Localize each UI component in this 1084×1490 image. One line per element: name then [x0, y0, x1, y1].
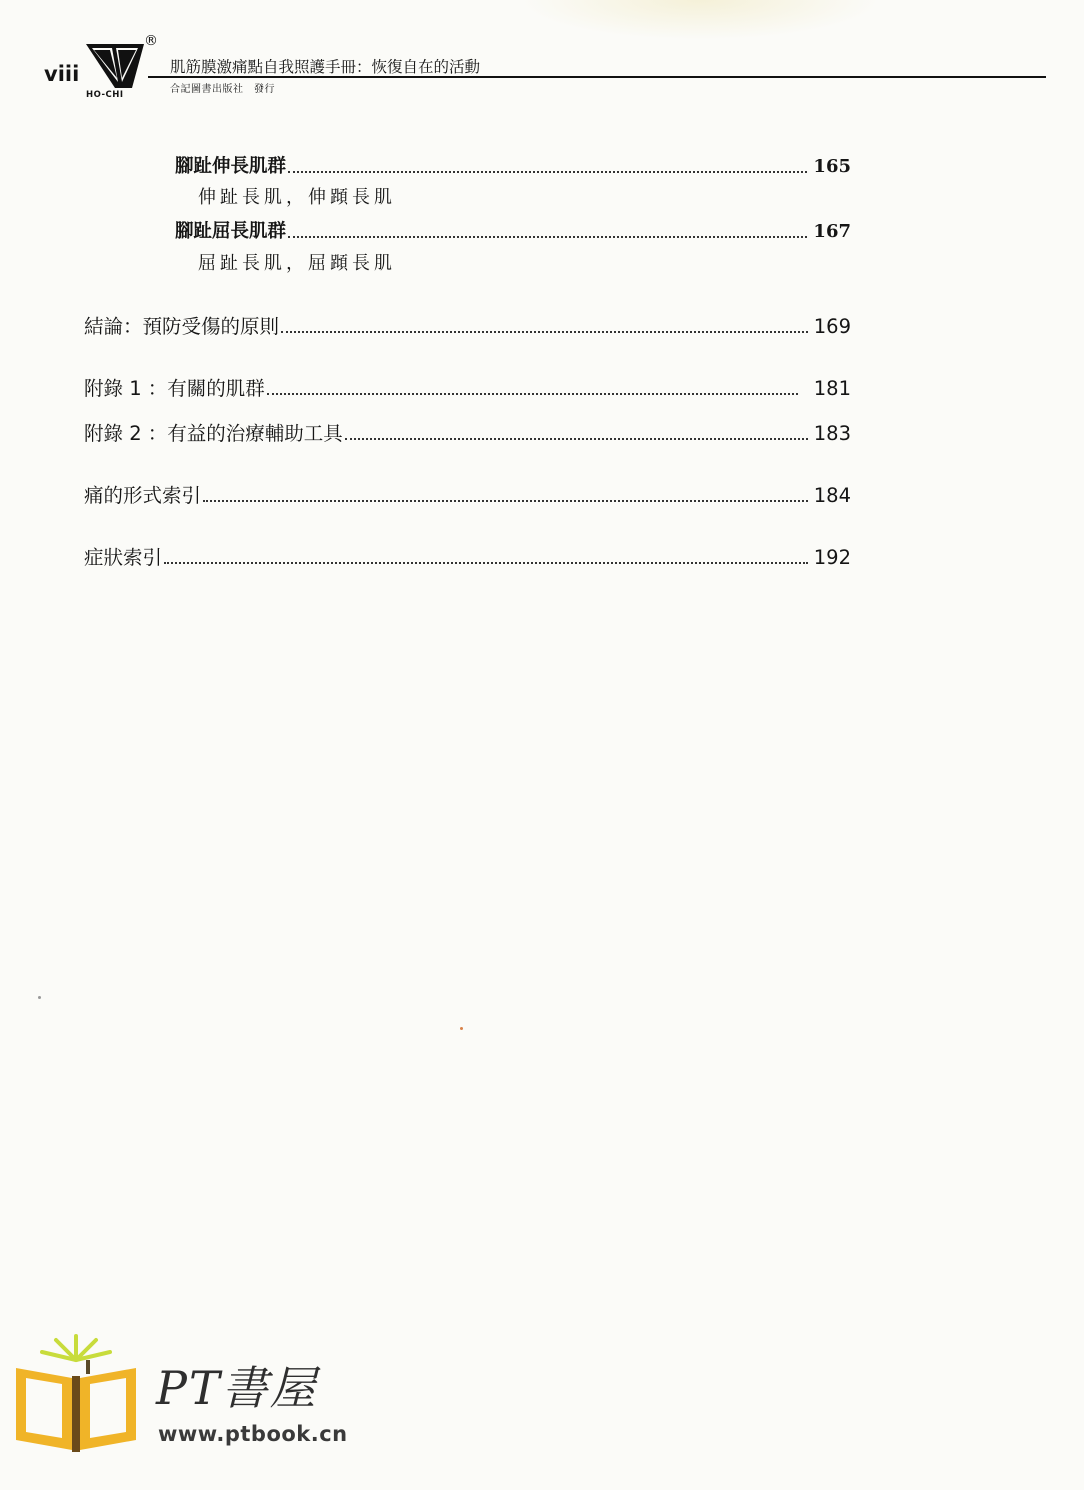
toc-entry-page: 184	[813, 484, 851, 507]
toc-entry[interactable]	[84, 480, 851, 508]
dot-leader	[345, 438, 808, 440]
watermark-url: www.ptbook.cn	[158, 1422, 348, 1446]
toc-entry-detail: 屈趾長肌，屈蹞長肌	[198, 253, 396, 274]
registered-mark: ®	[144, 33, 158, 49]
scan-speck	[460, 1027, 463, 1030]
toc-entry-page: 165	[813, 156, 851, 177]
toc-entry-title: 腳趾伸長肌群	[175, 156, 287, 177]
logo-text: HO-CHI	[86, 90, 124, 100]
publisher-line: 合記圖書出版社 發行	[170, 84, 275, 95]
toc-entry-title: 附錄 1 ：有關的肌群	[84, 377, 265, 400]
dot-leader	[203, 500, 808, 502]
toc-entry-title: 症狀索引	[84, 546, 163, 569]
toc-entry-detail: 伸趾長肌，伸蹞長肌	[198, 187, 396, 208]
toc-entry-title: 腳趾屈長肌群	[175, 221, 287, 242]
toc-entry[interactable]	[84, 418, 851, 446]
toc-entry-title: 痛的形式索引	[84, 484, 202, 507]
toc-entry-page: 183	[813, 422, 851, 445]
watermark-name: PT書屋	[156, 1361, 318, 1415]
book-logo-icon	[12, 1330, 142, 1455]
toc-entry-page: 167	[813, 221, 851, 242]
scan-speck	[38, 996, 41, 999]
toc-entry-page: 169	[813, 315, 851, 338]
toc-entry-title: 附錄 2 ：有益的治療輔助工具	[84, 422, 343, 445]
dot-leader	[267, 393, 798, 395]
page-number: viii	[44, 62, 80, 86]
book-title: 肌筋膜激痛點自我照護手冊：恢復自在的活動	[170, 58, 481, 76]
toc-entry-title: 結論：預防受傷的原則	[84, 315, 280, 338]
dot-leader	[164, 562, 808, 564]
toc-entry-page: 192	[813, 546, 851, 569]
toc-entry[interactable]	[175, 217, 851, 243]
page-header	[0, 0, 1084, 110]
dot-leader	[281, 331, 808, 333]
toc-entry-page: 181	[813, 377, 851, 400]
toc-entry[interactable]	[84, 542, 851, 570]
dot-leader	[288, 236, 807, 238]
toc-entry[interactable]	[175, 152, 851, 178]
toc-entry[interactable]	[84, 311, 851, 339]
dot-leader	[288, 171, 807, 173]
toc-entry[interactable]	[84, 373, 851, 401]
header-rule	[148, 76, 1046, 78]
